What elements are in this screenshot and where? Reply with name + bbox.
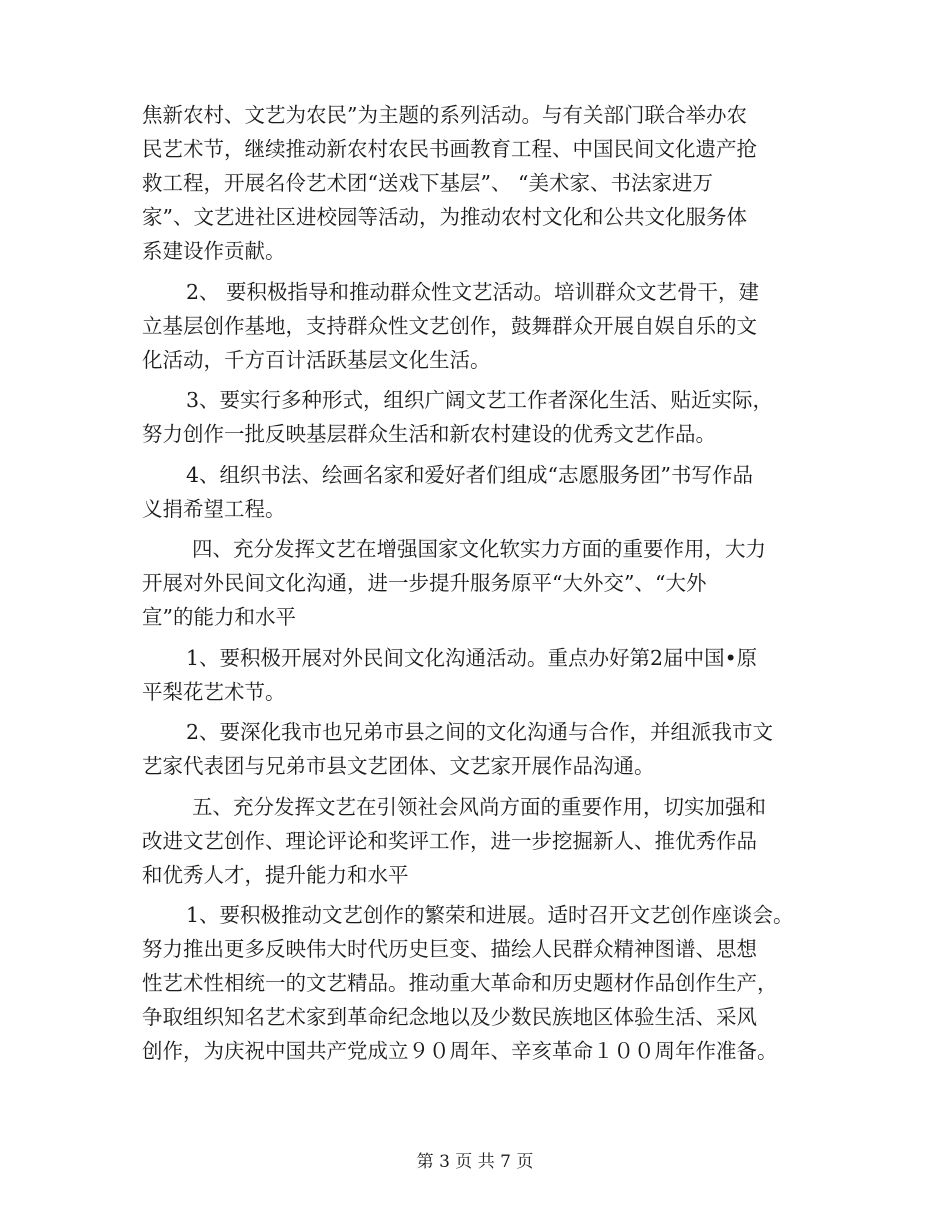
text-line: 四、充分发挥文艺在增强国家文化软实力方面的重要作用，大力 (192, 537, 766, 561)
text-line: 创作，为庆祝中国共产党成立９０周年、辛亥革命１００周年作准备。 (142, 1039, 778, 1063)
text-line: 性艺术性相统一的文艺精品。推动重大革命和历史题材作品创作生产， (142, 971, 778, 995)
text-line: 努力推出更多反映伟大时代历史巨变、描绘人民群众精神图谱、思想 (142, 937, 757, 961)
text-line: 改进文艺创作、理论评论和奖评工作，进一步挖掘新人、推优秀作品 (142, 828, 757, 853)
text-line: 3、要实行多种形式，组织广阔文艺工作者深化生活、贴近实际， (186, 388, 774, 412)
text-line: 立基层创作基地，支持群众性文艺创作，鼓舞群众开展自娱自乐的文 (142, 313, 757, 338)
text-line: 化活动，千方百计活跃基层文化生活。 (142, 347, 491, 372)
text-line: 义捐希望工程。 (142, 496, 286, 521)
text-line: 焦新农村、文艺为农民”为主题的系列活动。与有关部门联合举办农 (142, 103, 747, 127)
text-line: 1、要积极推动文艺创作的繁荣和进展。适时召开文艺创作座谈会。 (186, 903, 794, 927)
text-line: 开展对外民间文化沟通，进一步提升服务原平“大外交”、“大外 (142, 571, 707, 595)
text-line: 系建设作贡献。 (142, 239, 286, 263)
text-line: 1、要积极开展对外民间文化沟通活动。重点办好第2届中国•原 (186, 645, 758, 670)
document-body (142, 98, 807, 1068)
text-line: 艺家代表团与兄弟市县文艺团体、文艺家开展作品沟通。 (142, 754, 655, 778)
text-line: 宣”的能力和水平 (142, 605, 296, 629)
text-line: 4、组织书法、绘画名家和爱好者们组成“志愿服务团”书写作品 (186, 462, 754, 487)
text-line: 家”、文艺进社区进校园等活动，为推动农村文化和公共文化服务体 (142, 205, 747, 229)
page-footer: 第 3 页 共 7 页 (416, 1152, 534, 1172)
text-line: 努力创作一批反映基层群众生活和新农村建设的优秀文艺作品。 (142, 422, 716, 446)
text-line: 争取组织知名艺术家到革命纪念地以及少数民族地区体验生活、采风 (142, 1005, 757, 1029)
text-line: 和优秀人才，提升能力和水平 (142, 862, 409, 887)
text-line: 五、充分发挥文艺在引领社会风尚方面的重要作用，切实加强和 (192, 794, 766, 819)
text-line: 2、 要积极指导和推动群众性文艺活动。培训群众文艺骨干，建 (186, 279, 760, 304)
text-line: 2、要深化我市也兄弟市县之间的文化沟通与合作，并组派我市文 (186, 720, 774, 744)
text-line: 民艺术节，继续推动新农村农民书画教育工程、中国民间文化遗产抢 (142, 137, 757, 161)
text-line: 救工程，开展名伶艺术团“送戏下基层”、 “美术家、书法家进万 (142, 171, 713, 195)
text-line: 平梨花艺术节。 (142, 679, 286, 704)
